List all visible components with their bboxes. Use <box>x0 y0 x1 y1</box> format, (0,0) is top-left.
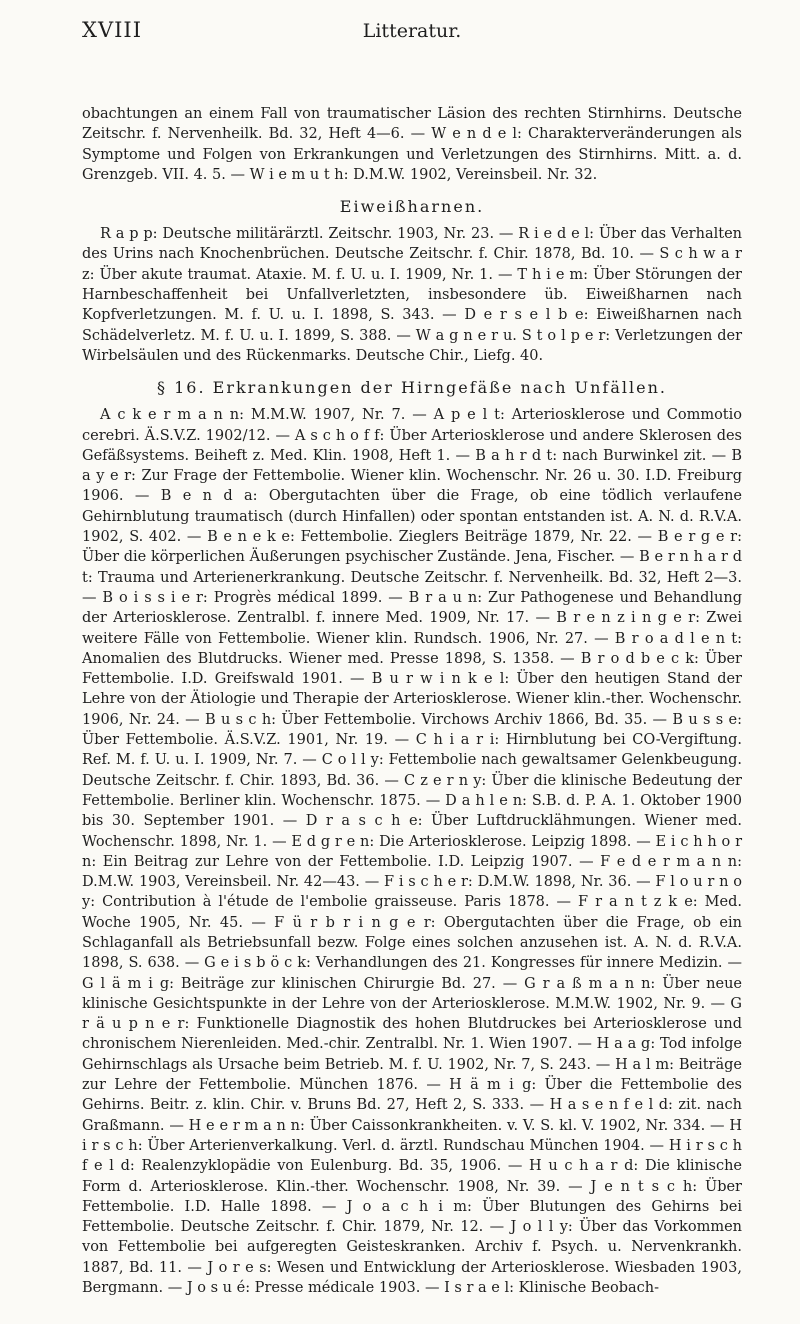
section-text-eiweiss: R a p p: Deutsche militärärztl. Zeitschr. 1903, Nr. 23. — R i e d e l: Über das Verhalten des Urins nach Knochenbrüchen. Deutsche Zeitschr. f. Chir. 1878, Bd. 10. — S c h w a r z: Über akute traumat. Ataxie. M. f. U. u. I. 1909, Nr. 1. — T h i e m: Über Störungen der Harnbeschaffenheit bei Unfallverletzten, insbesondere üb. Eiweißharnen nach Kopfverletzungen. M. f. U. u. I. 1898, S. 343. — D e r s e l b e: Eiweißharnen nach Schädelverletz. M. f. U. u. I. 1899, S. 388. — W a g n e r u. S t o l p e r: Verletzungen der Wirbelsäulen und des Rückenmarks. Deutsche Chir., Liefg. 40. <box>82 226 742 364</box>
running-head <box>82 14 742 52</box>
intro-paragraph: obachtungen an einem Fall von traumatischer Läsion des rechten Stirnhirns. Deutsche Zeitschr. f. Nervenheilk. Bd. 32, Heft 4—6. — W e n d e l: Charakterveränderungen als Symptome und Folgen von Erkrankungen und Verletzungen des Stirnhirns. Mitt. a. d. Grenzgeb. VII. 4. 5. — W i e m u t h: D.M.W. 1902, Vereinsbeil. Nr. 32. <box>82 106 742 183</box>
book-page <box>82 14 742 1298</box>
running-title: Litteratur. <box>362 20 462 42</box>
page-number: XVIII <box>82 18 143 42</box>
section-heading-eiweiss: Eiweißharnen. <box>339 197 485 217</box>
section-text-16: A c k e r m a n n: M.M.W. 1907, Nr. 7. — A p e l t: Arteriosklerose und Commotio cerebri. Ä.S.V.Z. 1902/12. — A s c h o f f: Über Arteriosklerose und andere Sklerosen des Gefäßsystems. Beiheft z. Med. Klin. 1908, Heft 1. — B a h r d t: nach Burwinkel zit. — B a y e r: Zur Frage der Fettembolie. Wiener klin. Wochenschr. Nr. 26 u. 30. I.D. Freiburg 1906. — B e n d a: Obergutachten über die Frage, ob eine tödlich verlaufene Gehirnblutung traumatisch (durch Hinfallen) oder spontan entstanden ist. A. N. d. R.V.A. 1902, S. 402. — B e n e k e: Fettembolie. Zieglers Beiträge 1879, Nr. 22. — B e r g e r: Über die körperlichen Äußerungen psychischer Zustände. Jena, Fischer. — B e r n h a r d t: Trauma und Arterienerkrankung. Deutsche Zeitschr. f. Nervenheilk. Bd. 32, Heft 2—3. — B o i s s i e r: Progrès médical 1899. — B r a u n: Zur Pathogenese und Behandlung der Arteriosklerose. Zentralbl. f. innere Med. 1909, Nr. 17. — B r e n z i n g e r: Zwei weitere Fälle von Fettembolie. Wiener klin. Rundsch. 1906, Nr. 27. — B r o a d l e n t: Anomalien des Blutdrucks. Wiener med. Presse 1898, S. 1358. — B r o d b e c k: Über Fettembolie. I.D. Greifswald 1901. — B u r w i n k e l: Über den heutigen Stand der Lehre von der Ätiologie und Therapie der Arteriosklerose. Wiener klin.-ther. Wochenschr. 1906, Nr. 24. — B u s c h: Über Fettembolie. Virchows Archiv 1866, Bd. 35. — B u s s e: Über Fettembolie. Ä.S.V.Z. 1901, Nr. 19. — C h i a r i: Hirnblutung bei CO-Vergiftung. Ref. M. f. U. u. I. 1909, Nr. 7. — C o l l y: Fettembolie nach gewaltsamer Gelenkbeugung. Deutsche Zeitschr. f. Chir. 1893, Bd. 36. — C z e r n y: Über die klinische Bedeutung der Fettembolie. Berliner klin. Wochenschr. 1875. — D a h l e n: S.B. d. P. A. 1. Oktober 1900 bis 30. September 1901. — D r a s c h e: Über Luftdrucklähmungen. Wiener med. Wochenschr. 1898, Nr. 1. — E d g r e n: Die Arteriosklerose. Leipzig 1898. — E i c h h o r n: Ein Beitrag zur Lehre von der Fettembolie. I.D. Leipzig 1907. — F e d e r m a n n: D.M.W. 1903, Vereinsbeil. Nr. 42—43. — F i s c h e r: D.M.W. 1898, Nr. 36. — F l o u r n o y: Contribution à l'étude de l'embolie graisseuse. Paris 1878. — F r a n t z k e: Med. Woche 1905, Nr. 45. — F ü r b r i n g e r: Obergutachten über die Frage, ob ein Schlaganfall als Betriebsunfall bezw. Folge eines solchen anzusehen ist. A. N. d. R.V.A. 1898, S. 638. — G e i s b ö c k: Verhandlungen des 21. Kongresses für innere Medizin. — G l ä m i g: Beiträge zur klinischen Chirurgie Bd. 27. — G r a ß m a n n: Über neue klinische Gesichtspunkte in der Lehre von der Arteriosklerose. M.M.W. 1902, Nr. 9. — G r ä u p n e r: Funktionelle Diagnostik des hohen Blutdruckes bei Arteriosklerose und chronischem Nierenleiden. Med.-chir. Zentralbl. Nr. 1. Wien 1907. — H a a g: Tod infolge Gehirnschlags als Ursache beim Betrieb. M. f. U. 1902, Nr. 7, S. 243. — H a l m: Beiträge zur Lehre der Fettembolie. München 1876. — H ä m i g: Über die Fettembolie des Gehirns. Beitr. z. klin. Chir. v. Bruns Bd. 27, Heft 2, S. 333. — H a s e n f e l d: zit. nach Graßmann. — H e e r m a n n: Über Caissonkrankheiten. v. V. S. kl. V. 1902, Nr. 334. — H i r s c h: Über Arterienverkalkung. Verl. d. ärztl. Rundschau München 1904. — H i r s c h f e l d: Realenzyklopädie von Eulenburg. Bd. 35, 1906. — H u c h a r d: Die klinische Form d. Arteriosklerose. Klin.-ther. Wochenschr. 1908, Nr. 39. — J e n t s c h: Über Fettembolie. I.D. Halle 1898. — J o a c h i m: Über Blutungen des Gehirns bei Fettembolie. Deutsche Zeitschr. f. Chir. 1879, Nr. 12. — J o l l y: Über das Vorkommen von Fettembolie bei aufgeregten Geisteskranken. Archiv f. Psych. u. Nervenkrankh. 1887, Bd. 11. — J o r e s: Wesen und Entwicklung der Arteriosklerose. Wiesbaden 1903, Bergmann. — J o s u é: Presse médicale 1903. — I s r a e l: Klinische Beobach- <box>82 407 742 1297</box>
section-heading-16: § 16. Erkrankungen der Hirngefäße nach Unfällen. <box>157 378 667 398</box>
